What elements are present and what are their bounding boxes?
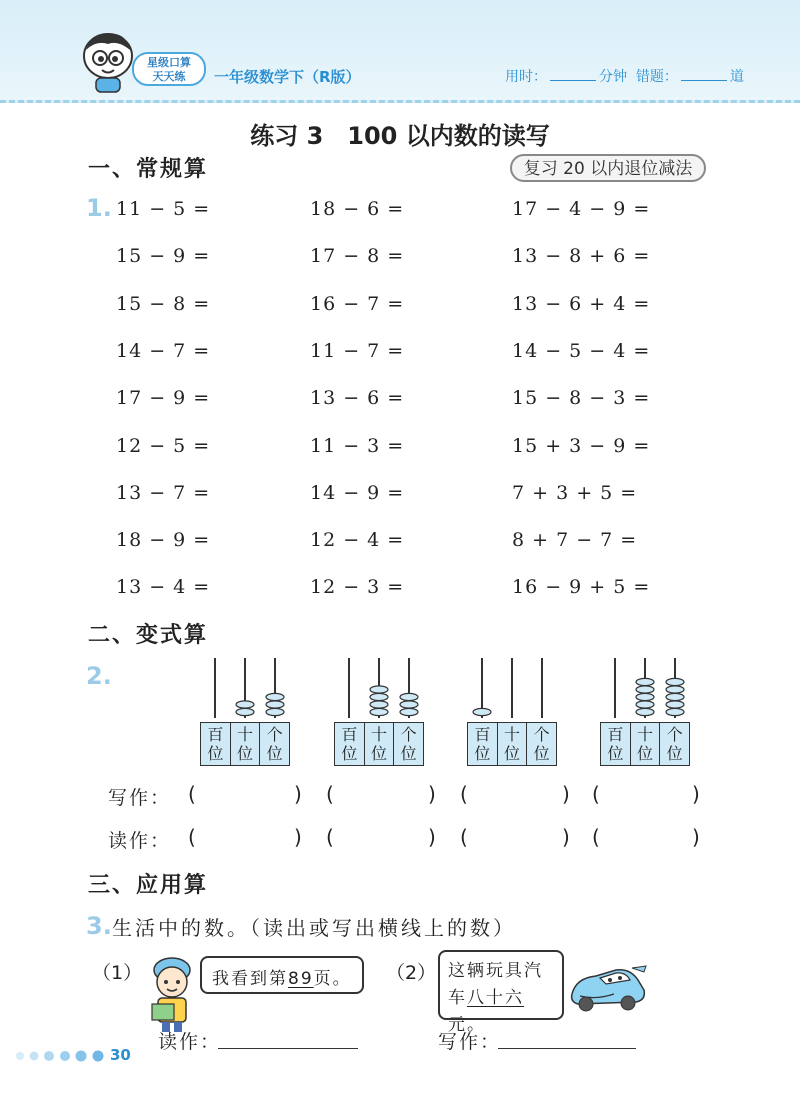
place-label-char: 十 — [371, 725, 388, 744]
open-paren: ( — [188, 825, 196, 849]
abacus-bead-ones — [266, 693, 284, 700]
boy-reading-icon — [146, 952, 198, 1034]
place-label-char: 位 — [504, 744, 521, 763]
mascot-icon — [78, 28, 138, 94]
item2-label: （2） — [386, 962, 437, 984]
abacus-bead-ones — [266, 708, 284, 715]
place-label-char: 位 — [341, 744, 358, 763]
page-number: 30 — [110, 1046, 131, 1064]
abacus-base — [334, 722, 424, 766]
calc-problem: 16 − 7 = — [310, 292, 405, 315]
abacus-bead-tens — [636, 686, 654, 693]
calc-problem: 14 − 5 − 4 = — [512, 339, 651, 362]
calc-problem: 16 − 9 + 5 = — [512, 576, 651, 599]
abacus-rods — [200, 656, 290, 718]
calc-problem: 15 − 9 = — [116, 245, 211, 268]
place-label — [365, 723, 395, 765]
calc-problem: 18 − 9 = — [116, 529, 211, 552]
calc-problem: 15 − 8 = — [116, 292, 211, 315]
calc-problem: 18 − 6 = — [310, 198, 405, 220]
question3-number: 3. — [86, 912, 112, 940]
abacus-bead-ones — [666, 693, 684, 700]
footer-dots-icon — [14, 1050, 106, 1062]
place-label-char: 位 — [474, 744, 491, 763]
item2-line2-after: 元。 — [448, 1015, 486, 1035]
errors-label: 错题： — [635, 69, 678, 85]
open-paren: ( — [592, 825, 600, 849]
place-label-char: 十 — [237, 725, 254, 744]
time-blank[interactable] — [550, 68, 596, 81]
close-paren: ) — [428, 825, 436, 849]
place-label-char: 十 — [504, 725, 521, 744]
close-paren: ) — [562, 782, 570, 806]
abacus-bead-tens — [236, 708, 254, 715]
abacus-bead-tens — [236, 701, 254, 708]
abacus-bead-ones — [400, 693, 418, 700]
place-label — [498, 723, 528, 765]
close-paren: ) — [562, 825, 570, 849]
calc-problem: 8 + 7 − 7 = — [512, 529, 638, 552]
abacus-bead-ones — [666, 678, 684, 685]
item1-speech-bubble — [200, 956, 364, 994]
calc-problem: 15 + 3 − 9 = — [512, 434, 651, 457]
place-label — [201, 723, 231, 765]
place-label — [335, 723, 365, 765]
abacus-rods — [600, 656, 690, 718]
place-label-char: 位 — [266, 744, 283, 763]
place-label-char: 位 — [666, 744, 683, 763]
open-paren: ( — [188, 782, 196, 806]
calc-problem: 13 − 4 = — [116, 576, 211, 599]
abacus — [334, 656, 424, 763]
timer-record — [505, 66, 744, 86]
item2-answer-line[interactable] — [498, 1048, 636, 1049]
book-title: 一年级数学下（R版） — [214, 68, 361, 86]
abacus-bead-tens — [636, 708, 654, 715]
place-label-char: 百 — [341, 725, 358, 744]
open-paren: ( — [326, 825, 334, 849]
minute-label: 分钟 — [599, 69, 627, 85]
item1-label: （1） — [92, 962, 143, 984]
calc-problem: 12 − 3 = — [310, 576, 405, 599]
section2-heading: 二、变式算 — [88, 623, 209, 648]
item1-answer-line[interactable] — [218, 1048, 358, 1049]
close-paren: ) — [692, 782, 700, 806]
calc-problem: 7 + 3 + 5 = — [512, 481, 638, 504]
open-paren: ( — [592, 782, 600, 806]
calc-problem: 15 − 8 − 3 = — [512, 387, 651, 410]
place-label-char: 位 — [237, 744, 254, 763]
place-label — [527, 723, 556, 765]
abacus-base — [600, 722, 690, 766]
item2-answer-label: 写作： — [438, 1031, 502, 1053]
question1-number: 1. — [86, 194, 112, 222]
place-label-char: 百 — [207, 725, 224, 744]
item2-speech-bubble — [438, 950, 564, 1035]
place-label-char: 位 — [371, 744, 388, 763]
place-label-char: 百 — [474, 725, 491, 744]
place-label — [601, 723, 631, 765]
abacus-bead-ones — [266, 701, 284, 708]
section3-heading: 三、应用算 — [88, 873, 209, 898]
place-label-char: 位 — [637, 744, 654, 763]
calc-problem: 14 − 7 = — [116, 339, 211, 362]
item1-number: 89 — [288, 969, 314, 989]
write-answer-blank[interactable] — [202, 784, 292, 808]
close-paren: ) — [294, 825, 302, 849]
place-label-char: 百 — [607, 725, 624, 744]
abacus-rods — [334, 656, 424, 718]
item2-underlined-number: 八十六 — [467, 988, 524, 1008]
series-badge — [132, 52, 206, 86]
place-label-char: 个 — [400, 725, 417, 744]
open-paren: ( — [326, 782, 334, 806]
section1-heading: 一、常规算 — [88, 157, 209, 182]
place-label-char: 位 — [207, 744, 224, 763]
abacus — [200, 656, 290, 763]
review-tag: 复习 20 以内退位减法 — [510, 154, 706, 182]
page-title: 练习 3 100 以内数的读写 — [250, 122, 550, 150]
write-answer-blank[interactable] — [474, 784, 560, 808]
calc-problem: 17 − 9 = — [116, 387, 211, 410]
abacus-bead-tens — [370, 693, 388, 700]
place-label — [394, 723, 423, 765]
question3-prompt: 生活中的数。（读出或写出横线上的数） — [112, 916, 516, 940]
close-paren: ) — [692, 825, 700, 849]
place-label — [660, 723, 689, 765]
calc-problem: 13 − 8 + 6 = — [512, 245, 651, 268]
calc-problem: 14 − 9 = — [310, 481, 405, 504]
place-label-char: 个 — [266, 725, 283, 744]
question-unit: 道 — [729, 69, 744, 85]
close-paren: ) — [428, 782, 436, 806]
place-label — [631, 723, 661, 765]
calc-problem: 17 − 8 = — [310, 245, 405, 268]
place-label-char: 位 — [400, 744, 417, 763]
item1-text-after: 页。 — [313, 969, 352, 989]
place-label-char: 十 — [637, 725, 654, 744]
item2-line2-before: 车 — [448, 988, 467, 1008]
abacus-bead-tens — [370, 686, 388, 693]
read-answer-blank[interactable] — [474, 827, 560, 851]
write-answer-blank[interactable] — [606, 784, 690, 808]
open-paren: ( — [460, 825, 468, 849]
abacus-bead-tens — [636, 693, 654, 700]
calc-problem: 11 − 5 = — [116, 198, 211, 220]
abacus-bead-ones — [400, 708, 418, 715]
calc-problem: 12 − 4 = — [310, 529, 405, 552]
errors-blank[interactable] — [681, 68, 727, 81]
calc-problem: 12 − 5 = — [116, 434, 211, 457]
place-label — [468, 723, 498, 765]
read-label: 读作： — [108, 830, 172, 852]
calc-problem: 11 − 3 = — [310, 434, 405, 457]
abacus-bead-ones — [666, 708, 684, 715]
abacus-bead-tens — [636, 678, 654, 685]
question2-number: 2. — [86, 662, 112, 690]
place-label-char: 个 — [533, 725, 550, 744]
abacus-bead-tens — [636, 701, 654, 708]
abacus-bead-tens — [370, 708, 388, 715]
abacus — [467, 656, 557, 763]
badge-line1: 星级口算 — [147, 56, 191, 69]
item2-line1: 这辆玩具汽 — [448, 961, 543, 981]
item1-answer-label: 读作： — [158, 1031, 222, 1053]
calc-problem: 13 − 6 + 4 = — [512, 292, 651, 315]
write-label: 写作： — [108, 787, 172, 809]
abacus-bead-tens — [370, 701, 388, 708]
abacus-base — [467, 722, 557, 766]
calc-problem: 11 − 7 = — [310, 339, 405, 362]
place-label-char: 位 — [607, 744, 624, 763]
abacus-rods — [467, 656, 557, 718]
calc-problem: 13 − 7 = — [116, 481, 211, 504]
write-answer-blank[interactable] — [340, 784, 426, 808]
abacus-bead-ones — [400, 701, 418, 708]
read-answer-blank[interactable] — [606, 827, 690, 851]
badge-line2: 天天练 — [152, 70, 186, 83]
place-label-char: 个 — [666, 725, 683, 744]
abacus-bead-ones — [666, 686, 684, 693]
place-label — [260, 723, 289, 765]
abacus-bead-hundreds — [473, 708, 491, 715]
toy-car-icon — [566, 960, 648, 1014]
calc-problem: 13 − 6 = — [310, 387, 405, 410]
read-answer-blank[interactable] — [202, 827, 292, 851]
place-label — [231, 723, 261, 765]
place-label-char: 位 — [533, 744, 550, 763]
close-paren: ) — [294, 782, 302, 806]
calc-problem: 17 − 4 − 9 = — [512, 198, 651, 220]
item1-text-before: 我看到第 — [212, 969, 288, 989]
time-label: 用时： — [505, 69, 547, 85]
abacus — [600, 656, 690, 763]
read-answer-blank[interactable] — [340, 827, 426, 851]
page-header-band — [0, 0, 800, 103]
open-paren: ( — [460, 782, 468, 806]
abacus-bead-ones — [666, 701, 684, 708]
abacus-base — [200, 722, 290, 766]
